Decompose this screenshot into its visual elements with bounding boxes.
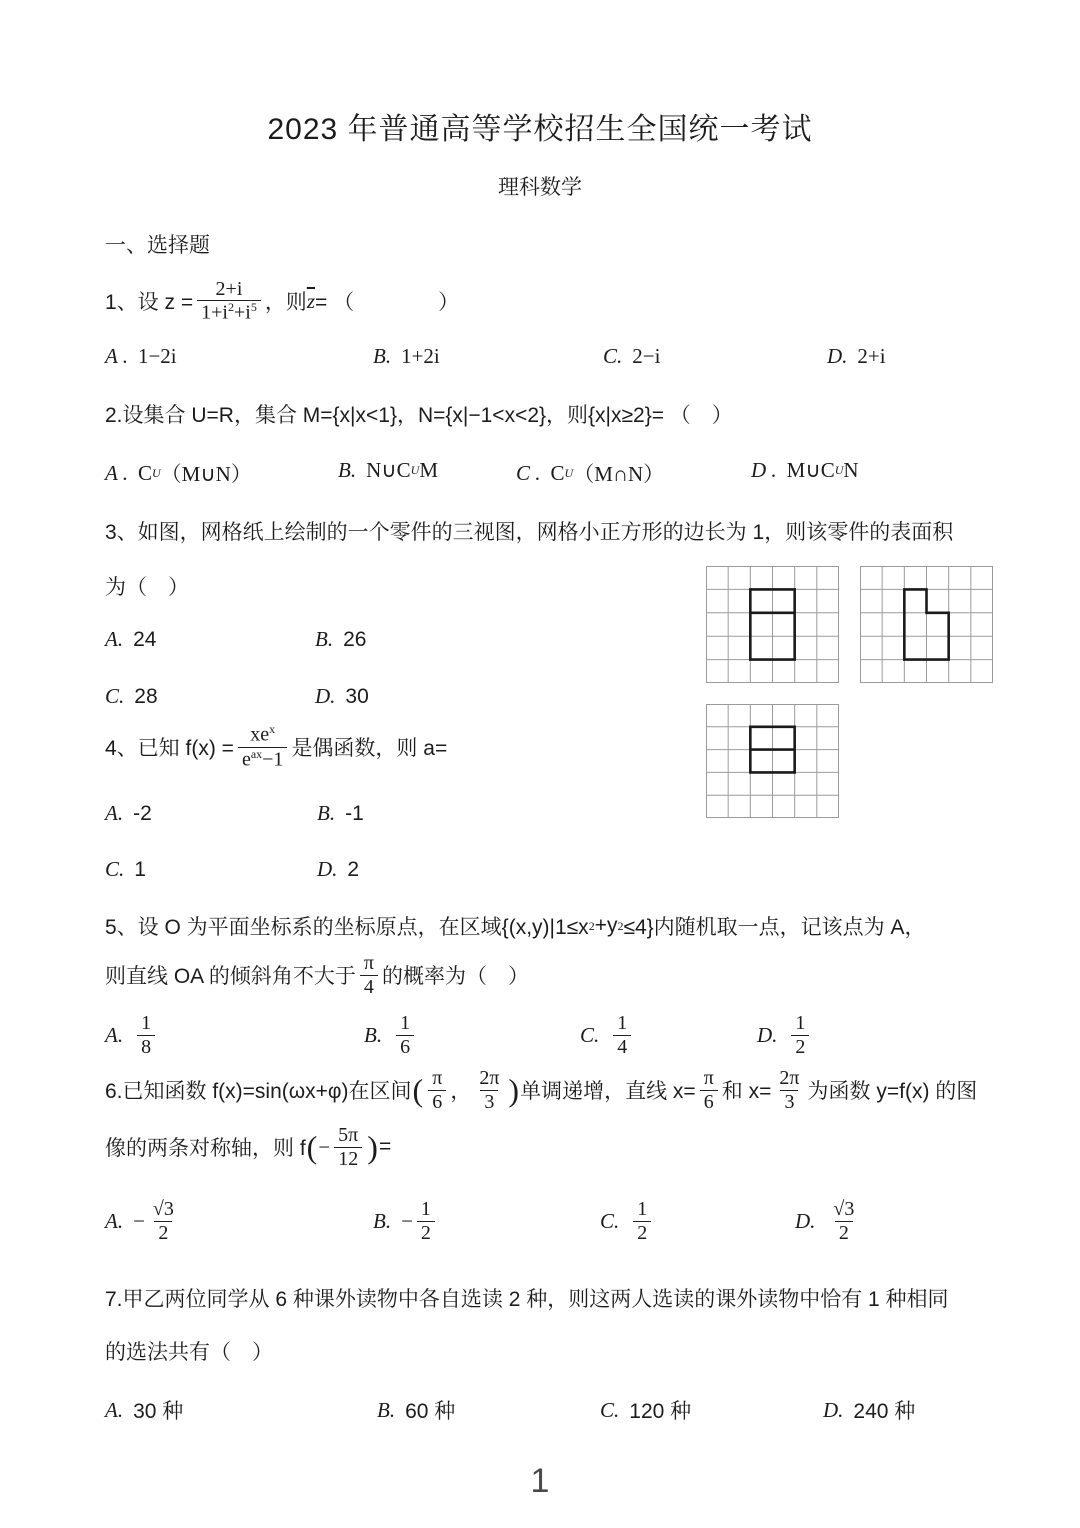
question-2-stem: 2.设集合 U=R，集合 M={x|x<1}，N={x|−1<x<2}，则{x|x≥2}= （ ） [105, 404, 733, 427]
option-d: D. 2 [317, 857, 360, 881]
question-5-stem-line2: 则直线 OA 的倾斜角不大于 $\frac{\pi}{4}$ 的概率为（ ） [105, 952, 529, 998]
option-b: B. $\frac{1}{6}$ [364, 1004, 418, 1066]
question-5-stem-line1: 5、设 O 为平面坐标系的坐标原点，在区域{(x,y)|1≤x 2 +y 2 ≤4}内随机取一点，记该点为 A， [105, 914, 926, 939]
question-7-stem-line1: 7.甲乙两位同学从 6 种课外读物中各自选读 2 种，则这两人选读的课外读物中恰有 1 种相同 [105, 1288, 949, 1311]
question-4-stem [105, 713, 447, 781]
front-view-figure [706, 566, 839, 683]
z-conjugate: $\overline{z}$ [306, 288, 315, 313]
option-d: D . M∪ C U N [751, 458, 859, 482]
question-6-stem-line2: 像的两条对称轴，则 f ( − $\frac{5\pi}{12}$ ) = [105, 1124, 392, 1170]
option-c: C . C U （M∩N） [516, 460, 665, 486]
option-a: A. 24 [105, 627, 157, 651]
option-d: D. 2+i [827, 344, 886, 368]
option-b: B. − $\frac{1}{2}$ [373, 1190, 439, 1252]
question-4-options-row2 [0, 857, 1080, 887]
option-d: D. $\frac{1}{2}$ [757, 1004, 813, 1066]
option-b: B. -1 [317, 801, 364, 825]
option-a: A . 1−2i [105, 344, 177, 368]
option-b: B. 1+2i [373, 344, 440, 368]
question-6-options [0, 1190, 1080, 1252]
q4-fraction: $\frac{xe^x}{e^{ax}-1}$ [238, 723, 288, 770]
question-3-stem-line2: 为（ ） [105, 576, 189, 599]
doc-title: 2023 年普通高等学校招生全国统一考试 [267, 113, 813, 146]
option-b: B. 60 种 [377, 1397, 456, 1423]
q4-text: 是偶函数，则 a= [291, 737, 448, 760]
option-d: D. $\frac{√3}{2}$ [795, 1198, 855, 1244]
option-a: A. − $\frac{√3}{2}$ [105, 1198, 174, 1244]
page-number: 1 [530, 1462, 550, 1500]
q1-text: 1、设 z = [105, 291, 194, 314]
option-d: D. 240 种 [823, 1397, 916, 1423]
q1-text: = （ ） [315, 291, 460, 314]
option-a: A . C U （M∪N） [105, 460, 252, 486]
question-4-options-row1 [0, 801, 1080, 831]
option-c: C. $\frac{1}{4}$ [580, 1004, 635, 1066]
option-a: A. -2 [105, 801, 152, 825]
question-1-stem [105, 268, 459, 334]
q5-fraction: $\frac{\pi}{4}$ [360, 952, 378, 998]
question-5-options [0, 1004, 1080, 1066]
option-d: D. 30 [315, 684, 369, 708]
question-1-options [0, 344, 1080, 374]
question-7-stem-line2: 的选法共有（ ） [105, 1341, 273, 1364]
option-b: B. N∪ C U M [338, 458, 438, 482]
question-7-options [0, 1395, 1080, 1425]
option-a: A. 30 种 [105, 1397, 184, 1423]
doc-subtitle: 理科数学 [498, 176, 582, 199]
option-c: C. $\frac{1}{2}$ [600, 1190, 655, 1252]
option-c: C. 2−i [603, 344, 661, 368]
option-b: B. 26 [315, 627, 367, 651]
question-3-options-row2 [0, 684, 1080, 714]
option-c: C. 1 [105, 857, 146, 881]
q1-text: ，则 [264, 291, 307, 314]
q4-text: 4、已知 f(x) = [105, 737, 234, 760]
side-view-figure [860, 566, 993, 683]
option-a: A. $\frac{1}{8}$ [105, 1004, 159, 1066]
option-c: C. 120 种 [600, 1397, 692, 1423]
question-3-stem-line1: 3、如图，网格纸上绘制的一个零件的三视图，网格小正方形的边长为 1，则该零件的表面积 [105, 521, 954, 544]
q1-fraction: $\frac{2+i}{1+i^2+i^5}$ [197, 278, 261, 324]
option-c: C. 28 [105, 684, 158, 708]
question-6-stem-line1: 6.已知函数 f(x)=sin(ωx+φ)在区间 ( $\frac{\pi}{6}$ ， $\frac{2\pi}{3}$ ) 单调递增，直线 x= $\frac{\pi}{6}$ 和 x= $\frac{2\pi}{3}$ 为函数 y=f(x) 的图 [105, 1067, 978, 1113]
question-2-options [0, 458, 1080, 488]
section-heading: 一、选择题 [105, 234, 210, 257]
